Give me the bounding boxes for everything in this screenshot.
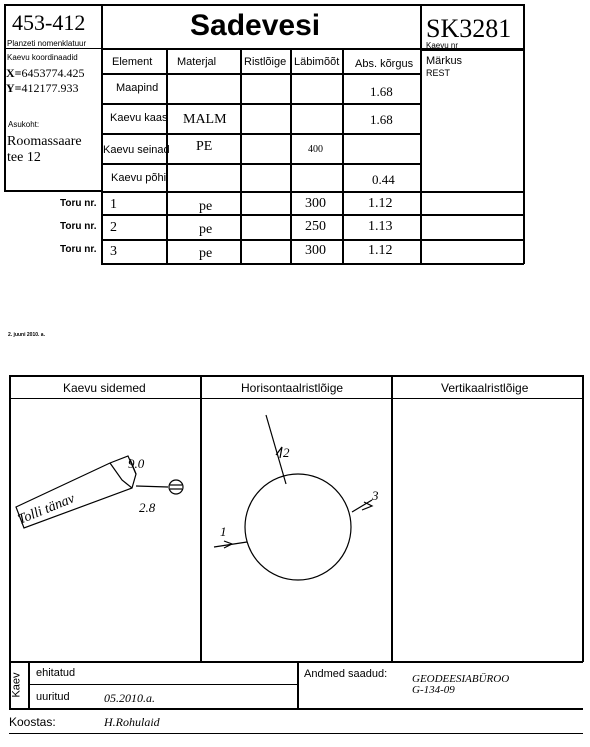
row-element-ground: Maapind: [116, 82, 159, 94]
pipe-label-3: Toru nr.: [60, 244, 97, 255]
col-header-element: Element: [112, 56, 153, 68]
location-label: Asukoht:: [8, 120, 40, 129]
pipe-label-2: Toru nr.: [60, 221, 97, 232]
row-element-walls: Kaevu seinad: [103, 144, 170, 156]
tie-sketch: [10, 400, 200, 660]
hand-street-label: Tolli tänav: [15, 491, 77, 528]
pipe-material-1: pe: [199, 199, 213, 214]
coords-label: Kaevu koordinaadid: [7, 53, 78, 62]
pipe-material-2: pe: [199, 222, 213, 237]
pipe-no-2: 2: [110, 220, 117, 235]
coord-x-value: 6453774.425: [21, 66, 85, 80]
author-value: H.Rohulaid: [104, 715, 160, 729]
hand-measure-2: 2.8: [139, 500, 156, 515]
pipe-height-1: 1.12: [368, 196, 393, 211]
data-source-value-2: G-134-09: [412, 684, 455, 696]
data-source-value-1: GEODEESIABÜROO: [412, 673, 510, 685]
row-material-lid: MALM: [183, 112, 227, 127]
nomenclature-value: 453-412: [12, 10, 86, 35]
nomenclature-label: Planzeti nomenklatuur: [7, 39, 87, 48]
col-header-diameter: Läbimõõt: [294, 56, 340, 68]
pipe-diameter-2: 250: [305, 219, 326, 234]
row-element-bottom: Kaevu põhi: [111, 172, 167, 184]
row-height-ground: 1.68: [370, 84, 393, 99]
pipe-label-1: Toru nr.: [60, 198, 97, 209]
col-header-remark: Märkus: [426, 55, 463, 67]
pipe-no-3: 3: [110, 244, 117, 259]
location-line1: Roomassaare: [7, 134, 82, 149]
coord-x-label: X=: [6, 66, 22, 80]
row-height-bottom: 0.44: [372, 172, 395, 187]
pipe-material-3: pe: [199, 246, 213, 261]
col-header-abs-height: Abs. kõrgus: [355, 58, 414, 70]
sketch-col3-title: Vertikaalristlõige: [441, 381, 529, 395]
hand-pipe-3: 3: [372, 488, 379, 503]
row-diameter-walls: 400: [308, 144, 323, 155]
sketch-col2-title: Horisontaalristlõige: [241, 381, 344, 395]
horizontal-section-sketch: [202, 400, 390, 660]
col-header-material: Materjal: [177, 56, 217, 68]
well-number-value: SK3281: [426, 14, 512, 43]
pipe-diameter-3: 300: [305, 243, 326, 258]
coord-y-label: Y=: [6, 81, 22, 95]
page-title: Sadevesi: [190, 9, 321, 42]
remark-value: REST: [426, 68, 451, 78]
coord-y: [6, 81, 79, 96]
coord-x: [6, 66, 85, 81]
col-header-cross-section: Ristlõige: [244, 56, 287, 68]
pipe-no-1: 1: [110, 197, 117, 212]
row-material-walls: PE: [196, 139, 213, 154]
pipe-height-3: 1.12: [368, 243, 393, 258]
built-label: ehitatud: [36, 667, 76, 679]
hand-pipe-1: 1: [220, 524, 227, 539]
well-number-label: Kaevu nr: [426, 41, 459, 50]
date-text: 2. juuni 2010. a.: [8, 332, 45, 338]
pipe-height-2: 1.13: [368, 219, 393, 234]
hand-pipe-2: 2: [283, 445, 290, 460]
row-height-lid: 1.68: [370, 112, 393, 127]
pipe-diameter-1: 300: [305, 196, 326, 211]
author-label: Koostas:: [9, 715, 56, 729]
surveyed-value: 05.2010.a.: [104, 691, 155, 705]
footer-side-label: Kaev: [10, 672, 23, 698]
coord-y-value: 412177.933: [21, 81, 79, 95]
surveyed-label: uuritud: [36, 691, 70, 703]
data-source-label: Andmed saadud:: [304, 668, 388, 680]
row-element-lid: Kaevu kaas: [110, 112, 168, 124]
hand-measure-1: 9.0: [128, 456, 145, 471]
location-line2: tee 12: [7, 150, 41, 165]
sketch-col1-title: Kaevu sidemed: [63, 381, 146, 395]
